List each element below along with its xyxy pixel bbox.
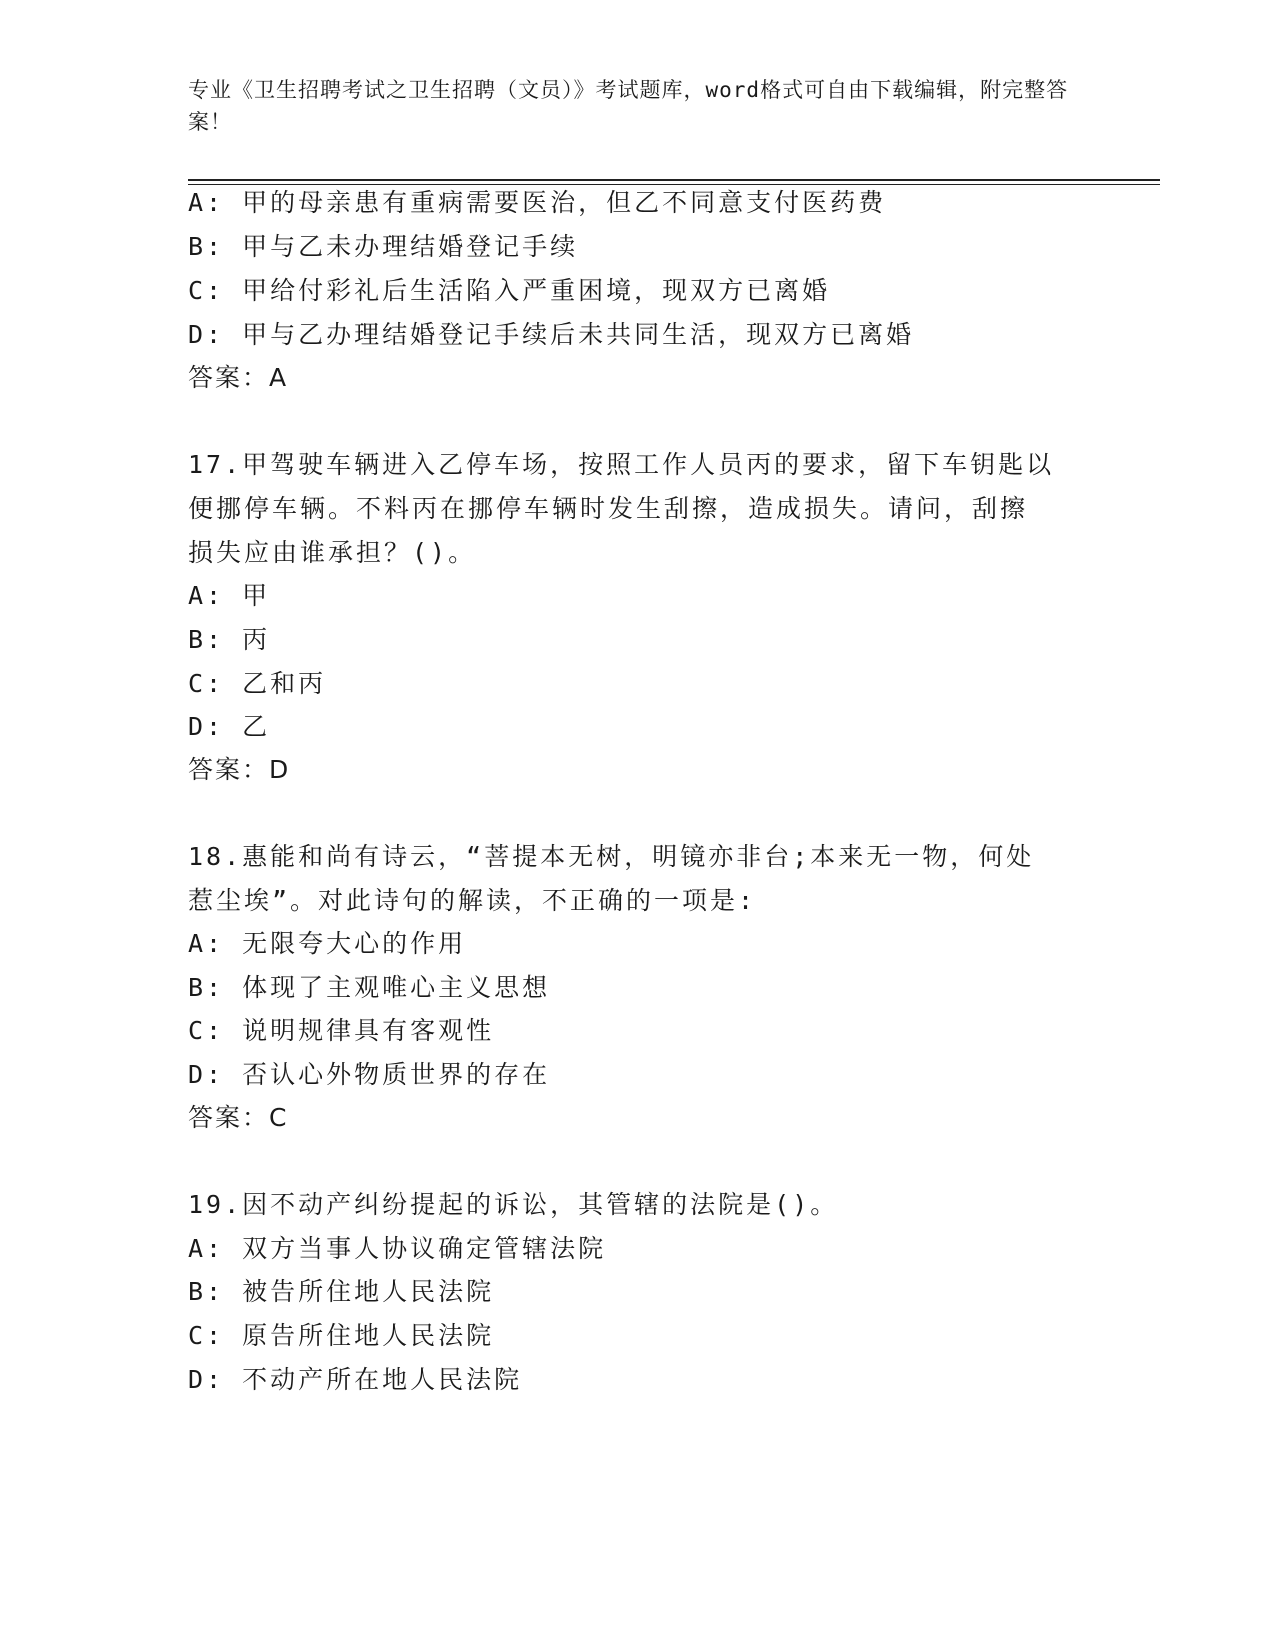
q19-stem-line-1: 19.因不动产纠纷提起的诉讼，其管辖的法院是()。 (188, 1190, 839, 1219)
q17-stem-line-3: 损失应由谁承担？()。 (188, 538, 477, 567)
q16-option-a: A: 甲的母亲患有重病需要医治，但乙不同意支付医药费 (188, 188, 887, 217)
q16-answer: 答案：A (188, 363, 289, 392)
document-header: 专业《卫生招聘考试之卫生招聘（文员）》考试题库，word格式可自由下载编辑，附完整答案！ (188, 78, 1069, 134)
q16-option-d: D: 甲与乙办理结婚登记手续后未共同生活，现双方已离婚 (188, 320, 915, 349)
q18-stem-line-1: 18.惠能和尚有诗云，“菩提本无树，明镜亦非台;本来无一物，何处 (188, 842, 1035, 871)
q18-option-a: A: 无限夸大心的作用 (188, 929, 467, 958)
q17-option-c: C: 乙和丙 (188, 669, 327, 698)
q18-option-c: C: 说明规律具有客观性 (188, 1016, 495, 1045)
q17-option-a: A: 甲 (188, 581, 271, 610)
q17-option-d: D: 乙 (188, 712, 271, 741)
q16-option-b: B: 甲与乙未办理结婚登记手续 (188, 232, 579, 261)
q16-option-c: C: 甲给付彩礼后生活陷入严重困境，现双方已离婚 (188, 276, 831, 305)
q18-option-b: B: 体现了主观唯心主义思想 (188, 973, 551, 1002)
q17-option-b: B: 丙 (188, 625, 271, 654)
q17-stem-line-1: 17.甲驾驶车辆进入乙停车场，按照工作人员丙的要求，留下车钥匙以 (188, 450, 1055, 479)
q19-option-b: B: 被告所住地人民法院 (188, 1277, 495, 1306)
q18-answer: 答案：C (188, 1103, 289, 1132)
q17-answer: 答案：D (188, 755, 291, 784)
header-divider-thin (188, 184, 1160, 185)
q19-option-c: C: 原告所住地人民法院 (188, 1321, 495, 1350)
q19-option-a: A: 双方当事人协议确定管辖法院 (188, 1234, 607, 1263)
header-divider-thick (188, 179, 1160, 181)
q18-stem-line-2: 惹尘埃”。对此诗句的解读，不正确的一项是: (188, 886, 757, 915)
q19-option-d: D: 不动产所在地人民法院 (188, 1365, 523, 1394)
q18-option-d: D: 否认心外物质世界的存在 (188, 1060, 551, 1089)
q17-stem-line-2: 便挪停车辆。不料丙在挪停车辆时发生刮擦，造成损失。请问，刮擦 (188, 494, 1029, 523)
